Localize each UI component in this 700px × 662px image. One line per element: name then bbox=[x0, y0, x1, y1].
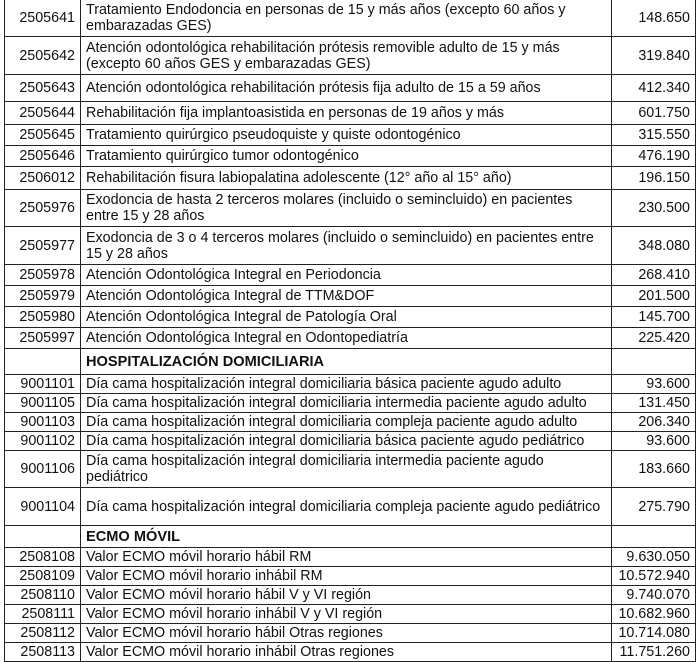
table-row bbox=[5, 394, 696, 413]
row-description: Valor ECMO móvil horario inhábil Otras regiones bbox=[81, 643, 612, 662]
row-code: 2505979 bbox=[5, 286, 81, 307]
row-code: 9001106 bbox=[5, 451, 81, 488]
row-description: Atención Odontológica Integral de Patología Oral bbox=[81, 307, 612, 328]
row-value: 9.630.050 bbox=[612, 548, 696, 567]
table-row bbox=[5, 125, 696, 146]
section-title: HOSPITALIZACIÓN DOMICILIARIA bbox=[81, 349, 612, 375]
row-code: 9001105 bbox=[5, 394, 81, 413]
section-header-row bbox=[5, 526, 696, 548]
table-row bbox=[5, 75, 696, 102]
table-row bbox=[5, 375, 696, 394]
table-row bbox=[5, 265, 696, 286]
row-value: 319.840 bbox=[612, 37, 696, 75]
row-code: 2505976 bbox=[5, 190, 81, 227]
row-code: 2508112 bbox=[5, 624, 81, 643]
row-value: 93.600 bbox=[612, 375, 696, 394]
row-description: Atención Odontológica Integral en Odontopediatría bbox=[81, 328, 612, 349]
row-value: 145.700 bbox=[612, 307, 696, 328]
table-row bbox=[5, 586, 696, 605]
row-description: Día cama hospitalización integral domiciliaria intermedia paciente agudo adulto bbox=[81, 394, 612, 413]
row-description: Exodoncia de hasta 2 terceros molares (incluido o semincluido) en pacientes entre 15 y 28 años bbox=[81, 190, 612, 227]
table-row bbox=[5, 451, 696, 488]
row-code: 2505980 bbox=[5, 307, 81, 328]
table-row bbox=[5, 102, 696, 125]
row-code: 9001103 bbox=[5, 413, 81, 432]
section-value-empty bbox=[612, 526, 696, 548]
row-code: 2505978 bbox=[5, 265, 81, 286]
row-value: 225.420 bbox=[612, 328, 696, 349]
row-description: Rehabilitación fija implantoasistida en personas de 19 años y más bbox=[81, 102, 612, 125]
section-code-empty bbox=[5, 349, 81, 375]
table-row bbox=[5, 643, 696, 662]
row-code: 2505644 bbox=[5, 102, 81, 125]
table-row bbox=[5, 37, 696, 75]
row-description: Valor ECMO móvil horario hábil Otras regiones bbox=[81, 624, 612, 643]
table-row bbox=[5, 146, 696, 167]
row-value: 275.790 bbox=[612, 488, 696, 526]
row-description: Valor ECMO móvil horario hábil RM bbox=[81, 548, 612, 567]
section-code-empty bbox=[5, 526, 81, 548]
row-value: 348.080 bbox=[612, 227, 696, 265]
row-value: 268.410 bbox=[612, 265, 696, 286]
row-value: 148.650 bbox=[612, 0, 696, 37]
row-code: 2505646 bbox=[5, 146, 81, 167]
row-value: 476.190 bbox=[612, 146, 696, 167]
row-code: 2508110 bbox=[5, 586, 81, 605]
section-header-row bbox=[5, 349, 696, 375]
row-value: 196.150 bbox=[612, 167, 696, 190]
row-code: 9001104 bbox=[5, 488, 81, 526]
row-value: 412.340 bbox=[612, 75, 696, 102]
row-description: Día cama hospitalización integral domiciliaria compleja paciente agudo pediátrico bbox=[81, 488, 612, 526]
table-row bbox=[5, 488, 696, 526]
row-value: 230.500 bbox=[612, 190, 696, 227]
row-value: 601.750 bbox=[612, 102, 696, 125]
row-value: 11.751.260 bbox=[612, 643, 696, 662]
row-code: 9001101 bbox=[5, 375, 81, 394]
row-description: Rehabilitación fisura labiopalatina adolescente (12° año al 15° año) bbox=[81, 167, 612, 190]
row-description: Atención Odontológica Integral de TTM&DOF bbox=[81, 286, 612, 307]
row-value: 10.714.080 bbox=[612, 624, 696, 643]
row-code: 2505645 bbox=[5, 125, 81, 146]
row-value: 10.572.940 bbox=[612, 567, 696, 586]
section-value-empty bbox=[612, 349, 696, 375]
row-description: Valor ECMO móvil horario inhábil RM bbox=[81, 567, 612, 586]
row-description: Día cama hospitalización integral domiciliaria compleja paciente agudo adulto bbox=[81, 413, 612, 432]
row-code: 2508111 bbox=[5, 605, 81, 624]
table-row bbox=[5, 167, 696, 190]
table-row bbox=[5, 227, 696, 265]
row-description: Atención Odontológica Integral en Periodoncia bbox=[81, 265, 612, 286]
row-description: Día cama hospitalización integral domiciliaria intermedia paciente agudo pediátrico bbox=[81, 451, 612, 488]
row-description: Día cama hospitalización integral domiciliaria básica paciente agudo adulto bbox=[81, 375, 612, 394]
row-code: 2508108 bbox=[5, 548, 81, 567]
row-description: Día cama hospitalización integral domiciliaria básica paciente agudo pediátrico bbox=[81, 432, 612, 451]
row-value: 131.450 bbox=[612, 394, 696, 413]
table-row bbox=[5, 190, 696, 227]
row-description: Tratamiento quirúrgico pseudoquiste y quiste odontogénico bbox=[81, 125, 612, 146]
table-row bbox=[5, 432, 696, 451]
table-row bbox=[5, 548, 696, 567]
row-value: 10.682.960 bbox=[612, 605, 696, 624]
table-row bbox=[5, 413, 696, 432]
row-value: 183.660 bbox=[612, 451, 696, 488]
table-row bbox=[5, 286, 696, 307]
table-row bbox=[5, 605, 696, 624]
table-row bbox=[5, 307, 696, 328]
row-code: 2505642 bbox=[5, 37, 81, 75]
row-description: Atención odontológica rehabilitación prótesis fija adulto de 15 a 59 años bbox=[81, 75, 612, 102]
row-description: Valor ECMO móvil horario inhábil V y VI región bbox=[81, 605, 612, 624]
row-value: 93.600 bbox=[612, 432, 696, 451]
row-description: Tratamiento Endodoncia en personas de 15 y más años (excepto 60 años y embarazadas GES) bbox=[81, 0, 612, 37]
row-description: Tratamiento quirúrgico tumor odontogénico bbox=[81, 146, 612, 167]
row-value: 9.740.070 bbox=[612, 586, 696, 605]
table-row bbox=[5, 0, 696, 37]
row-code: 2505641 bbox=[5, 0, 81, 37]
row-code: 2505643 bbox=[5, 75, 81, 102]
table-row bbox=[5, 328, 696, 349]
row-description: Atención odontológica rehabilitación prótesis removible adulto de 15 y más (excepto 60 años GES y embarazadas GES) bbox=[81, 37, 612, 75]
row-code: 2505977 bbox=[5, 227, 81, 265]
row-description: Exodoncia de 3 o 4 terceros molares (incluido o semincluido) en pacientes entre 15 y 28 años bbox=[81, 227, 612, 265]
row-code: 2505997 bbox=[5, 328, 81, 349]
row-value: 201.500 bbox=[612, 286, 696, 307]
row-code: 2508113 bbox=[5, 643, 81, 662]
table-row bbox=[5, 624, 696, 643]
row-code: 9001102 bbox=[5, 432, 81, 451]
table-row bbox=[5, 567, 696, 586]
row-code: 2506012 bbox=[5, 167, 81, 190]
row-code: 2508109 bbox=[5, 567, 81, 586]
row-value: 206.340 bbox=[612, 413, 696, 432]
row-value: 315.550 bbox=[612, 125, 696, 146]
tariff-table bbox=[4, 0, 696, 662]
section-title: ECMO MÓVIL bbox=[81, 526, 612, 548]
row-description: Valor ECMO móvil horario hábil V y VI región bbox=[81, 586, 612, 605]
